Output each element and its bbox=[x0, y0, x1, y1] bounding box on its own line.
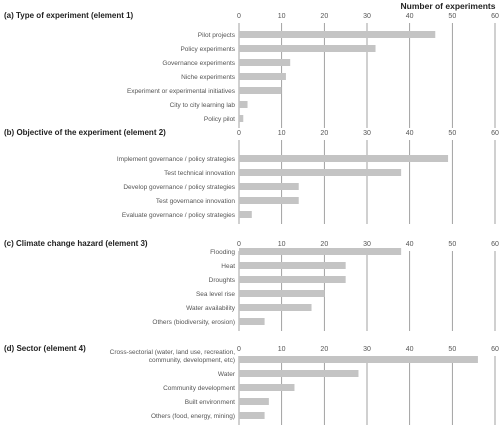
category-label: Community development bbox=[163, 385, 235, 392]
bar bbox=[239, 169, 401, 176]
bar bbox=[239, 412, 265, 419]
category-label: Pilot projects bbox=[197, 32, 235, 39]
tick-label: 60 bbox=[491, 346, 499, 353]
bar bbox=[239, 31, 435, 38]
bar bbox=[239, 356, 478, 363]
category-label: Cross-sectorial (water, land use, recreation, bbox=[109, 349, 235, 356]
category-label: Water bbox=[217, 371, 235, 378]
bar bbox=[239, 248, 401, 255]
tick-label: 40 bbox=[405, 346, 414, 353]
tick-label: 60 bbox=[491, 241, 499, 248]
tick-label: 0 bbox=[237, 346, 241, 353]
category-label: Implement governance / policy strategies bbox=[116, 156, 235, 163]
category-label: Policy pilot bbox=[203, 116, 235, 123]
category-label: Evaluate governance / policy strategies bbox=[121, 212, 235, 219]
bar bbox=[239, 290, 324, 297]
tick-label: 20 bbox=[320, 241, 329, 248]
category-label: Develop governance / policy strategies bbox=[123, 184, 235, 191]
category-label: community, development, etc) bbox=[148, 357, 235, 364]
tick-label: 0 bbox=[237, 13, 241, 20]
bar bbox=[239, 45, 376, 52]
tick-label: 10 bbox=[277, 346, 286, 353]
bar bbox=[239, 155, 448, 162]
tick-label: 20 bbox=[320, 130, 329, 137]
panel-title: (c) Climate change hazard (element 3) bbox=[4, 239, 148, 248]
bar bbox=[239, 276, 346, 283]
tick-label: 50 bbox=[448, 13, 457, 20]
tick-label: 40 bbox=[405, 241, 414, 248]
bar bbox=[239, 197, 299, 204]
x-axis-title: Number of experiments bbox=[400, 1, 496, 11]
tick-label: 30 bbox=[363, 13, 371, 20]
category-label: Others (biodiversity, erosion) bbox=[152, 319, 235, 326]
category-label: Experiment or experimental initiatives bbox=[126, 88, 235, 95]
tick-label: 60 bbox=[491, 13, 499, 20]
tick-label: 30 bbox=[363, 130, 371, 137]
bar bbox=[239, 318, 265, 325]
tick-label: 60 bbox=[491, 130, 499, 137]
category-label: Others (food, energy, mining) bbox=[150, 413, 235, 420]
category-label: Heat bbox=[221, 263, 235, 270]
tick-label: 40 bbox=[405, 130, 414, 137]
category-label: Water availability bbox=[186, 305, 235, 312]
tick-label: 50 bbox=[448, 241, 457, 248]
category-label: Governance experiments bbox=[162, 60, 235, 67]
category-label: Built environment bbox=[184, 399, 235, 406]
category-label: Sea level rise bbox=[195, 291, 235, 298]
panel-title: (a) Type of experiment (element 1) bbox=[4, 11, 134, 20]
tick-label: 30 bbox=[363, 346, 371, 353]
bar bbox=[239, 211, 252, 218]
tick-label: 20 bbox=[320, 346, 329, 353]
panel-title: (d) Sector (element 4) bbox=[4, 344, 86, 353]
bar bbox=[239, 59, 290, 66]
tick-label: 0 bbox=[237, 241, 241, 248]
category-label: Test governance innovation bbox=[155, 198, 235, 205]
bar bbox=[239, 87, 282, 94]
bar bbox=[239, 262, 346, 269]
bar bbox=[239, 101, 248, 108]
tick-label: 0 bbox=[237, 130, 241, 137]
tick-label: 20 bbox=[320, 13, 329, 20]
bar bbox=[239, 384, 294, 391]
category-label: Test technical innovation bbox=[164, 170, 235, 177]
category-label: Niche experiments bbox=[181, 74, 235, 81]
tick-label: 30 bbox=[363, 241, 371, 248]
bar bbox=[239, 115, 243, 122]
tick-label: 10 bbox=[277, 13, 286, 20]
category-label: Droughts bbox=[208, 277, 235, 284]
tick-label: 50 bbox=[448, 130, 457, 137]
category-label: Policy experiments bbox=[180, 46, 235, 53]
panel-title: (b) Objective of the experiment (element 2) bbox=[4, 128, 166, 137]
tick-label: 10 bbox=[277, 241, 286, 248]
bar bbox=[239, 398, 269, 405]
tick-label: 50 bbox=[448, 346, 457, 353]
bar bbox=[239, 183, 299, 190]
bar bbox=[239, 73, 286, 80]
category-label: City to city learning lab bbox=[169, 102, 235, 109]
bar bbox=[239, 304, 312, 311]
bar bbox=[239, 370, 358, 377]
tick-label: 10 bbox=[277, 130, 286, 137]
category-label: Flooding bbox=[210, 249, 235, 256]
tick-label: 40 bbox=[405, 13, 414, 20]
